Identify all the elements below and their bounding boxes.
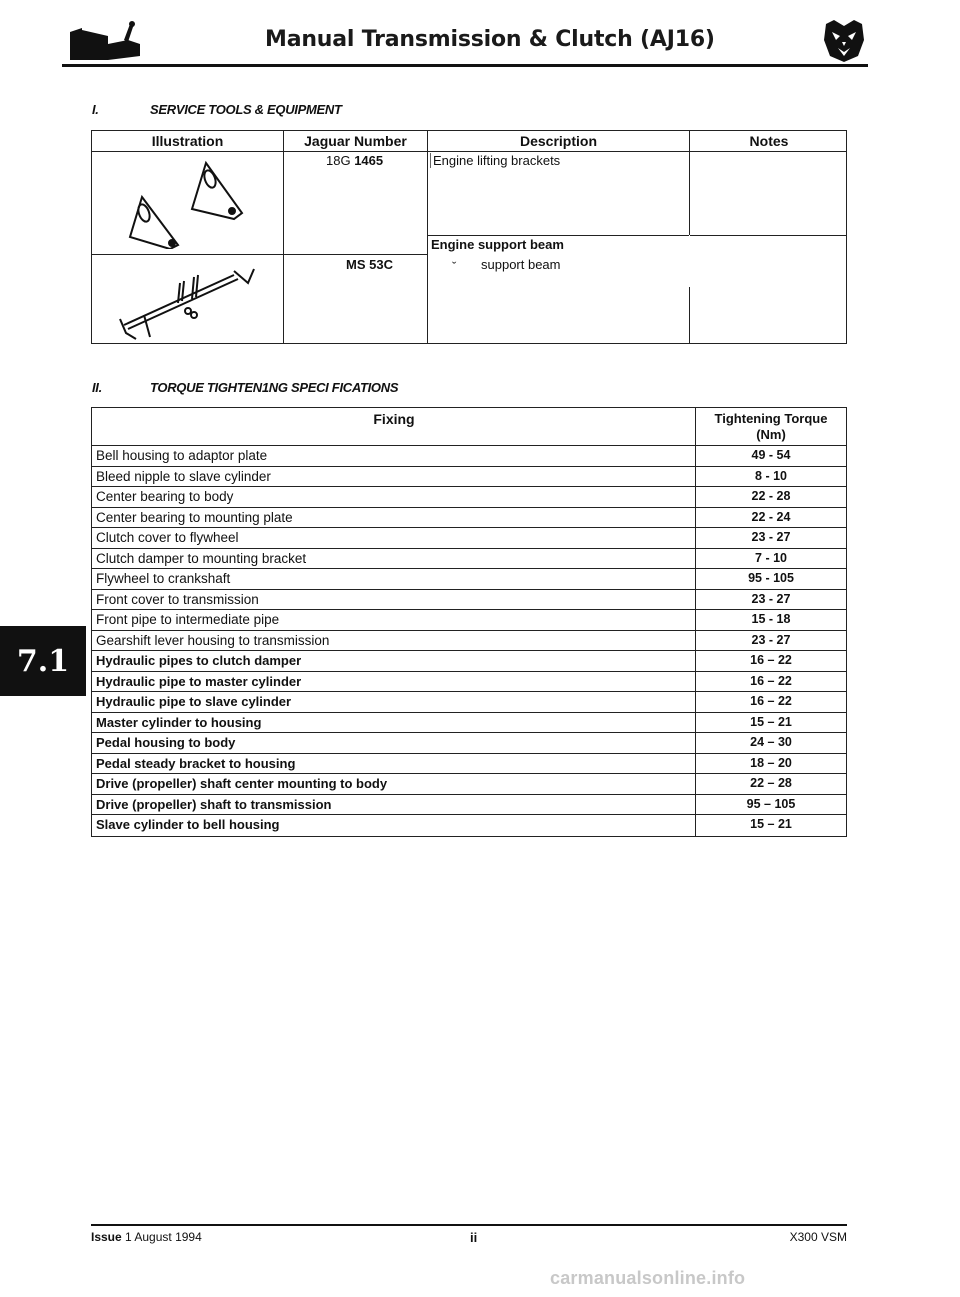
description-cell: support beam [481, 257, 561, 272]
table-row [92, 795, 846, 816]
fixing-cell: Gearshift lever housing to transmission [96, 632, 330, 648]
torque-cell: 16 – 22 [750, 673, 792, 688]
fixing-cell: Pedal steady bracket to housing [96, 755, 296, 771]
line-gap [689, 265, 690, 287]
table-row [92, 774, 846, 795]
page-number: ii [470, 1230, 478, 1245]
fixing-cell: Hydraulic pipe to slave cylinder [96, 694, 292, 709]
support-beam-illustration [114, 259, 264, 343]
table-row [92, 672, 846, 693]
number-prefix: 18G [326, 153, 351, 168]
table-row [92, 487, 846, 508]
torque-cell: 15 – 21 [750, 817, 792, 831]
section-title: SERVICE TOOLS & EQUIPMENT [150, 102, 342, 117]
torque-cell: 16 – 22 [750, 694, 792, 708]
row-divider [92, 254, 428, 255]
fixing-cell: Bell housing to adaptor plate [96, 448, 268, 463]
fixing-cell: Center bearing to body [96, 489, 234, 504]
torque-cell: 95 - 105 [748, 571, 794, 585]
col-header-illustration: Illustration [151, 133, 224, 149]
table-row [92, 815, 846, 836]
table-row [92, 733, 846, 754]
torque-cell: 8 - 10 [755, 468, 787, 483]
fixing-cell: Hydraulic pipes to clutch damper [96, 653, 302, 668]
torque-cell: 7 - 10 [755, 550, 787, 565]
table-row [92, 692, 846, 713]
fixing-cell: Flywheel to crankshaft [96, 571, 231, 586]
jaguar-number-cell: MS 53C [346, 257, 393, 272]
description-cell: Engine lifting brackets [430, 153, 560, 168]
col-header-description: Description [519, 133, 597, 149]
fixing-cell: Drive (propeller) shaft center mounting to body [96, 776, 388, 791]
lifting-brackets-illustration [122, 157, 252, 249]
table-row [92, 467, 846, 488]
number-main: 1465 [354, 153, 384, 168]
fixing-cell: Clutch cover to flywheel [96, 530, 239, 545]
header-rule [62, 64, 868, 67]
torque-header-line1: Tightening Torque [714, 411, 828, 426]
column-divider [283, 131, 284, 343]
torque-cell: 22 – 28 [750, 776, 792, 790]
table-row [92, 549, 846, 570]
section-tab: 7.1 [0, 626, 86, 696]
table-row [92, 651, 846, 672]
fixing-cell: Master cylinder to housing [96, 714, 262, 730]
torque-cell: 23 - 27 [751, 530, 791, 544]
table-row [92, 569, 846, 590]
table-row [92, 610, 846, 631]
fixing-cell: Hydraulic pipe to master cylinder [96, 673, 302, 689]
watermark: carmanualsonline.info [550, 1268, 746, 1288]
issue-date: 1 August 1994 [125, 1230, 202, 1244]
fixing-cell: Clutch damper to mounting bracket [96, 550, 307, 566]
torque-cell: 23 - 27 [751, 632, 791, 647]
torque-cell: 22 - 24 [751, 509, 791, 524]
torque-cell: 15 – 21 [750, 714, 792, 729]
col-header-jaguar-number: Jaguar Number [304, 133, 407, 149]
description-glyph: ˇ [452, 259, 457, 274]
torque-cell: 49 - 54 [751, 448, 791, 462]
torque-cell: 95 – 105 [746, 796, 796, 811]
section-title: TORQUE TIGHTEN1NG SPECI FICATIONS [150, 380, 399, 395]
jaguar-number-cell [326, 153, 383, 168]
description-extra: Engine support beam [431, 237, 564, 252]
footer-rule [91, 1224, 847, 1226]
torque-cell: 15 - 18 [751, 612, 791, 626]
fixing-cell: Bleed nipple to slave cylinder [96, 468, 271, 484]
fixing-cell: Pedal housing to body [96, 735, 236, 750]
torque-cell: 16 – 22 [750, 653, 792, 667]
col-header-fixing: Fixing [373, 411, 415, 427]
torque-header-line2: (Nm) [756, 427, 786, 442]
fixing-cell: Center bearing to mounting plate [96, 509, 293, 525]
section-heading-tools [0, 102, 960, 120]
issue-label: Issue [91, 1230, 122, 1244]
header-divider [92, 151, 846, 152]
section-number: I. [92, 102, 99, 117]
table-row [92, 631, 846, 652]
table-row [92, 508, 846, 529]
gearbox-logo-icon [68, 20, 148, 64]
table-row [92, 713, 846, 734]
table-row [92, 754, 846, 775]
fixing-cell: Front cover to transmission [96, 591, 259, 607]
row-divider [428, 235, 846, 236]
section-heading-torque [0, 380, 960, 398]
document-code: X300 VSM [789, 1230, 847, 1244]
table-row [92, 446, 846, 467]
torque-table [91, 407, 847, 837]
fixing-cell: Front pipe to intermediate pipe [96, 612, 280, 627]
table-row [92, 590, 846, 611]
torque-cell: 22 - 28 [751, 489, 791, 503]
fixing-cell: Drive (propeller) shaft to transmission [96, 796, 332, 812]
torque-rows [92, 446, 846, 836]
service-tools-table [91, 130, 847, 344]
jaguar-head-logo-icon [822, 18, 866, 64]
footer-issue [91, 1230, 202, 1244]
section-number: II. [92, 380, 102, 395]
page-title: Manual Transmission & Clutch (AJ16) [265, 27, 715, 52]
fixing-cell: Slave cylinder to bell housing [96, 817, 280, 832]
col-header-torque [696, 411, 846, 443]
col-header-notes: Notes [749, 133, 789, 149]
torque-cell: 24 – 30 [750, 735, 792, 749]
column-divider [427, 131, 428, 343]
table-header [92, 408, 846, 446]
torque-cell: 23 - 27 [751, 591, 791, 606]
table-row [92, 528, 846, 549]
line-gap [689, 235, 690, 265]
torque-cell: 18 – 20 [750, 755, 792, 770]
